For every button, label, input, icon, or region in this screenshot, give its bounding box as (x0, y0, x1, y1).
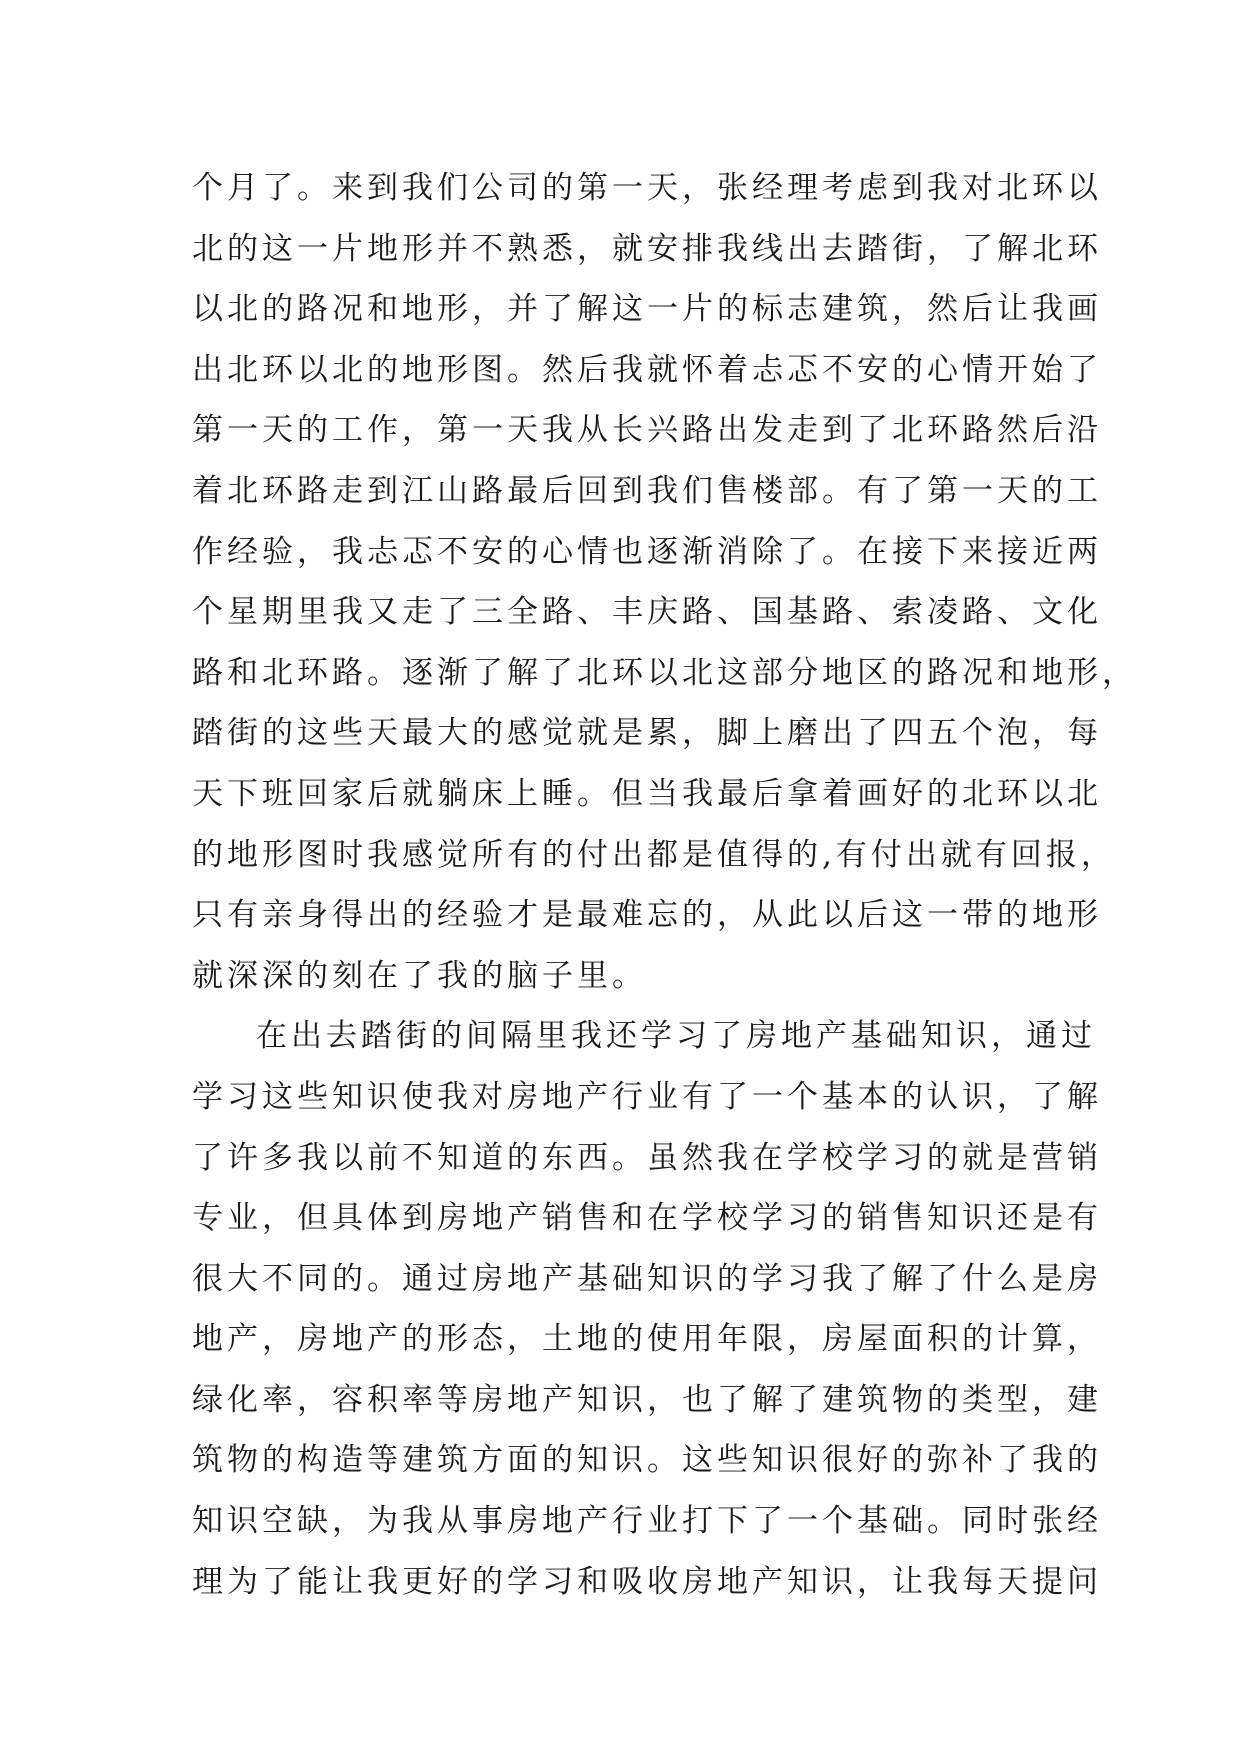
text-line: 学习这些知识使我对房地产行业有了一个基本的认识，了解 (192, 1078, 1102, 1115)
text-line: 绿化率，容积率等房地产知识，也了解了建筑物的类型，建 (192, 1381, 1102, 1418)
text-line: 只有亲身得出的经验才是最难忘的，从此以后这一带的地形 (192, 897, 1102, 934)
text-line: 地产，房地产的形态，土地的使用年限，房屋面积的计算， (192, 1321, 1102, 1358)
text-line: 知识空缺，为我从事房地产行业打下了一个基础。同时张经 (192, 1503, 1102, 1540)
text-line: 作经验，我忐忑不安的心情也逐渐消除了。在接下来接近两 (192, 533, 1102, 570)
text-line: 个星期里我又走了三全路、丰庆路、国基路、索凌路、文化 (192, 594, 1102, 631)
text-line: 踏街的这些天最大的感觉就是累，脚上磨出了四五个泡，每 (192, 715, 1102, 752)
text-line: 理为了能让我更好的学习和吸收房地产知识，让我每天提问 (192, 1563, 1102, 1600)
text-line: 天下班回家后就躺床上睡。但当我最后拿着画好的北环以北 (192, 775, 1102, 812)
body-text (192, 158, 1137, 1612)
text-line: 很大不同的。通过房地产基础知识的学习我了解了什么是房 (192, 1260, 1102, 1297)
paragraph-start-line: 在出去踏街的间隔里我还学习了房地产基础知识，通过 (256, 1018, 1096, 1055)
text-line: 了许多我以前不知道的东西。虽然我在学校学习的就是营销 (192, 1139, 1102, 1176)
text-line: 的地形图时我感觉所有的付出都是值得的,有付出就有回报， (192, 836, 1116, 873)
text-line: 着北环路走到江山路最后回到我们售楼部。有了第一天的工 (192, 472, 1102, 509)
text-line: 出北环以北的地形图。然后我就怀着忐忑不安的心情开始了 (192, 351, 1102, 388)
text-line: 北的这一片地形并不熟悉，就安排我线出去踏街，了解北环 (192, 230, 1102, 267)
text-line: 专业，但具体到房地产销售和在学校学习的销售知识还是有 (192, 1200, 1102, 1237)
text-line: 路和北环路。逐渐了解了北环以北这部分地区的路况和地形， (192, 654, 1137, 691)
text-line: 就深深的刻在了我的脑子里。 (192, 957, 647, 994)
text-line: 筑物的构造等建筑方面的知识。这些知识很好的弥补了我的 (192, 1442, 1102, 1479)
text-line: 以北的路况和地形，并了解这一片的标志建筑，然后让我画 (192, 291, 1102, 328)
text-line: 个月了。来到我们公司的第一天，张经理考虑到我对北环以 (192, 170, 1102, 206)
text-line: 第一天的工作，第一天我从长兴路出发走到了北环路然后沿 (192, 412, 1102, 449)
